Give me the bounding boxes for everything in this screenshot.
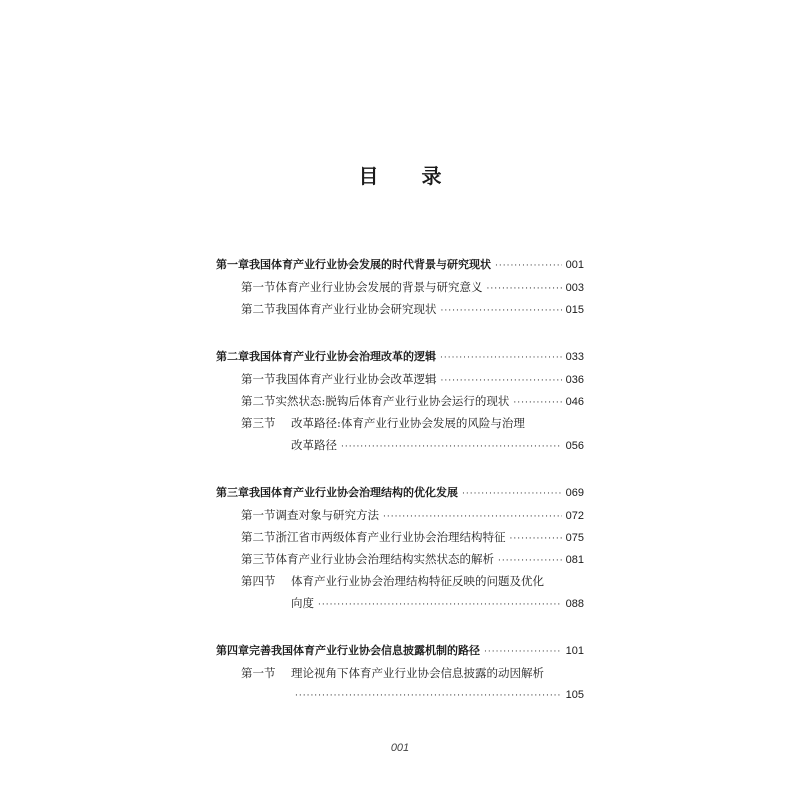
section-title-continued: 向度 bbox=[291, 596, 314, 610]
section-title: 实然状态:脱钩后体育产业行业协会运行的现状 bbox=[275, 394, 510, 408]
chapter-title: 我国体育产业行业协会治理结构的优化发展 bbox=[249, 486, 458, 499]
dot-leader bbox=[513, 392, 561, 414]
dot-leader bbox=[295, 685, 562, 707]
page-number: 081 bbox=[565, 554, 584, 566]
section-title: 理论视角下体育产业行业协会信息披露的动因解析 bbox=[291, 666, 544, 680]
dot-leader bbox=[498, 550, 562, 572]
page-number: 056 bbox=[565, 440, 584, 452]
dot-leader bbox=[383, 506, 562, 528]
chapter-label: 第四章 bbox=[216, 644, 249, 657]
section-title: 体育产业行业协会发展的背景与研究意义 bbox=[275, 280, 483, 294]
section-label: 第四节 bbox=[241, 574, 276, 588]
section-title-continued: 改革路径 bbox=[291, 438, 337, 452]
section-title: 我国体育产业行业协会改革逻辑 bbox=[275, 372, 437, 386]
toc-entry-chapter[interactable] bbox=[216, 482, 584, 504]
page-title: 目 录 bbox=[358, 164, 460, 188]
page-number: 088 bbox=[565, 598, 584, 610]
dot-leader bbox=[484, 641, 562, 663]
chapter-title: 我国体育产业行业协会发展的时代背景与研究现状 bbox=[249, 258, 491, 271]
section-label: 第一节 bbox=[241, 666, 276, 680]
section-label: 第二节 bbox=[241, 394, 276, 408]
toc-entry-section[interactable] bbox=[216, 276, 584, 298]
section-title: 体育产业行业协会治理结构实然状态的解析 bbox=[275, 552, 494, 566]
toc-entry-section[interactable] bbox=[216, 298, 584, 320]
chapter-2 bbox=[216, 346, 584, 456]
dot-leader bbox=[440, 347, 562, 369]
dot-leader bbox=[318, 594, 562, 616]
section-title: 体育产业行业协会治理结构特征反映的问题及优化 bbox=[291, 574, 544, 588]
section-label: 第二节 bbox=[241, 302, 276, 316]
toc-entry-chapter[interactable] bbox=[216, 640, 584, 662]
page-number: 001 bbox=[565, 259, 584, 271]
page-number: 046 bbox=[565, 396, 584, 408]
toc-entry-chapter[interactable] bbox=[216, 346, 584, 368]
page-number: 105 bbox=[565, 689, 584, 701]
table-of-contents bbox=[216, 254, 584, 732]
toc-entry-continuation[interactable] bbox=[216, 684, 584, 706]
page-number: 033 bbox=[565, 351, 584, 363]
section-label: 第一节 bbox=[241, 280, 276, 294]
section-label: 第三节 bbox=[241, 552, 276, 566]
page-number: 072 bbox=[565, 510, 584, 522]
dot-leader bbox=[341, 436, 562, 458]
toc-entry-chapter[interactable] bbox=[216, 254, 584, 276]
section-label: 第二节 bbox=[241, 530, 276, 544]
dot-leader bbox=[441, 300, 562, 322]
chapter-label: 第一章 bbox=[216, 258, 249, 271]
dot-leader bbox=[441, 370, 562, 392]
toc-entry-section[interactable] bbox=[216, 390, 584, 412]
toc-entry-continuation[interactable] bbox=[216, 592, 584, 614]
dot-leader bbox=[495, 255, 562, 277]
chapter-title: 完善我国体育产业行业协会信息披露机制的路径 bbox=[249, 644, 480, 657]
toc-entry-section[interactable] bbox=[216, 548, 584, 570]
chapter-title: 我国体育产业行业协会治理改革的逻辑 bbox=[249, 350, 436, 363]
dot-leader bbox=[487, 278, 562, 300]
section-title: 我国体育产业行业协会研究现状 bbox=[275, 302, 437, 316]
section-title: 浙江省市两级体育产业行业协会治理结构特征 bbox=[275, 530, 506, 544]
dot-leader bbox=[462, 483, 562, 505]
toc-entry-continuation[interactable] bbox=[216, 434, 584, 456]
page-number: 069 bbox=[565, 487, 584, 499]
footer-page-number: 001 bbox=[390, 742, 410, 754]
chapter-3 bbox=[216, 482, 584, 614]
page-number: 015 bbox=[565, 304, 584, 316]
toc-entry-section[interactable] bbox=[216, 368, 584, 390]
dot-leader bbox=[510, 528, 562, 550]
toc-entry-section[interactable] bbox=[216, 412, 584, 434]
toc-entry-section[interactable] bbox=[216, 526, 584, 548]
page-number: 101 bbox=[565, 645, 584, 657]
toc-entry-section[interactable] bbox=[216, 504, 584, 526]
section-label: 第三节 bbox=[241, 416, 276, 430]
chapter-label: 第三章 bbox=[216, 486, 249, 499]
toc-entry-section[interactable] bbox=[216, 662, 584, 684]
section-title: 改革路径:体育产业行业协会发展的风险与治理 bbox=[291, 416, 525, 430]
section-title: 调查对象与研究方法 bbox=[275, 508, 379, 522]
page-number: 003 bbox=[565, 282, 584, 294]
chapter-label: 第二章 bbox=[216, 350, 249, 363]
toc-entry-section[interactable] bbox=[216, 570, 584, 592]
page-number: 075 bbox=[565, 532, 584, 544]
chapter-1 bbox=[216, 254, 584, 320]
page-number: 036 bbox=[565, 374, 584, 386]
section-label: 第一节 bbox=[241, 508, 276, 522]
chapter-4 bbox=[216, 640, 584, 706]
section-label: 第一节 bbox=[241, 372, 276, 386]
